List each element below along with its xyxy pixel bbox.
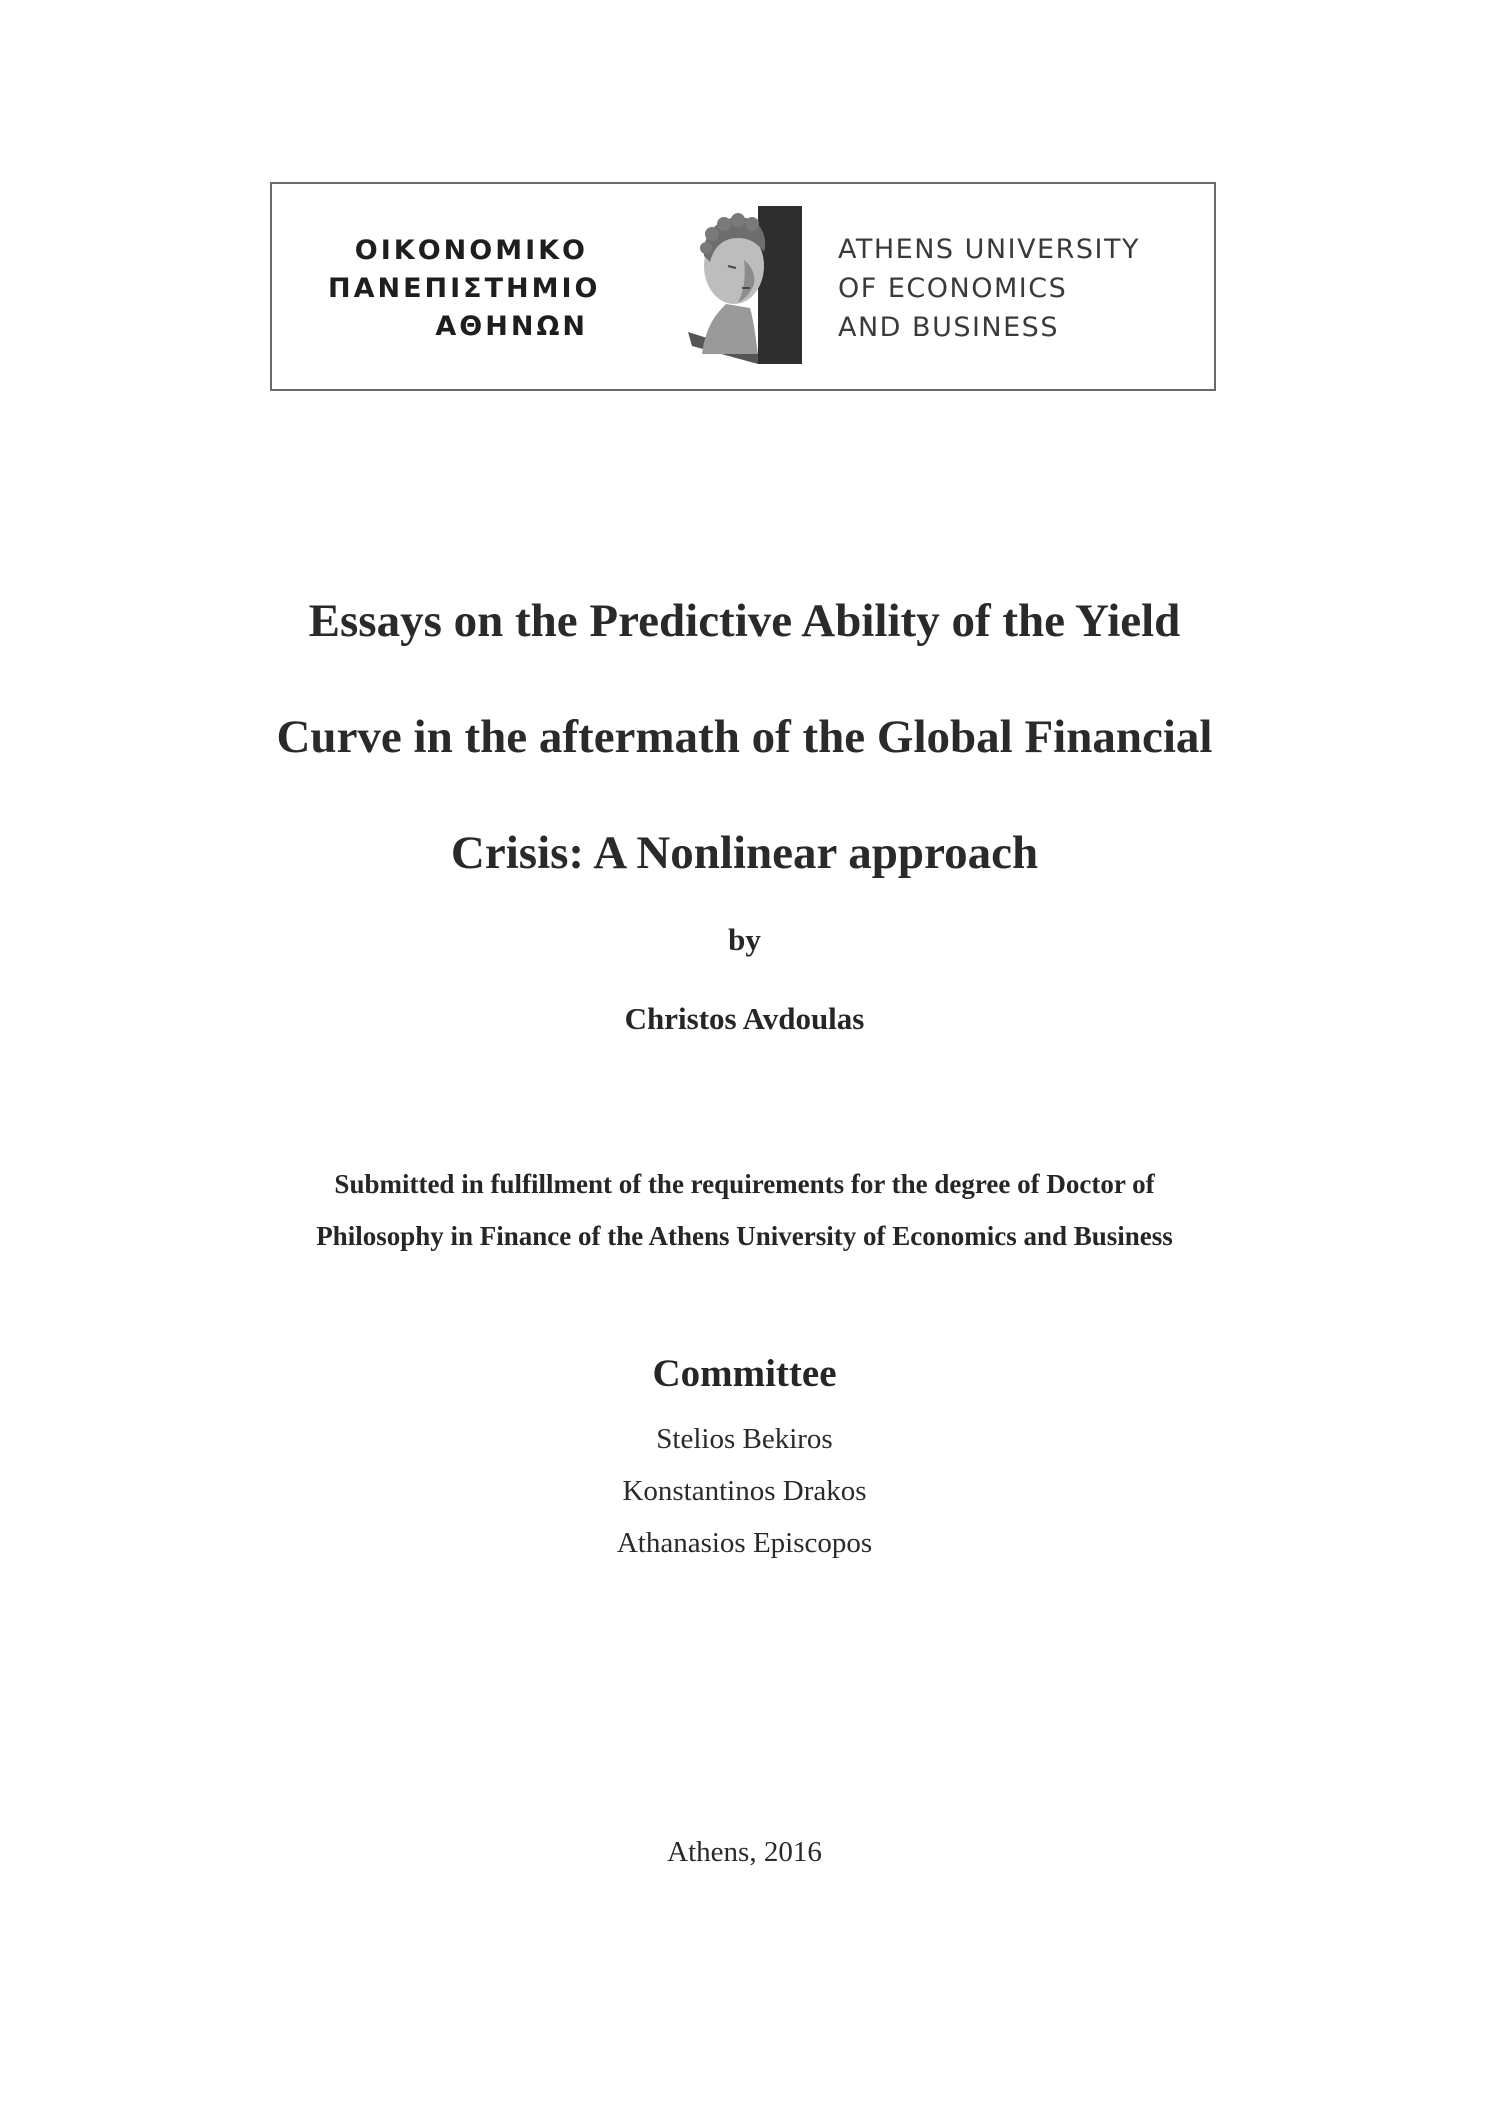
university-logo: [270, 182, 1216, 391]
committee-members: [0, 1413, 1489, 1569]
logo-greek-name: [328, 232, 601, 346]
submission-line: Philosophy in Finance of the Athens University of Economics and Business: [316, 1221, 1173, 1251]
committee-member: Stelios Bekiros: [656, 1423, 833, 1455]
submission-statement: [0, 1158, 1489, 1262]
logo-greek-line: ΑΘΗΝΩΝ: [435, 311, 588, 342]
logo-english-line: OF ECONOMICS: [838, 273, 1068, 304]
thesis-title-line: Curve in the aftermath of the Global Financial: [276, 711, 1213, 763]
committee-member: Konstantinos Drakos: [622, 1475, 867, 1507]
logo-english-line: ATHENS UNIVERSITY: [838, 234, 1140, 265]
committee-heading: Committee: [652, 1352, 837, 1395]
committee-member: Athanasios Episcopos: [616, 1527, 873, 1559]
submission-line: Submitted in fulfillment of the requirements for the degree of Doctor of: [334, 1169, 1155, 1199]
logo-english-name: [838, 230, 1198, 347]
thesis-title-line: Crisis: A Nonlinear approach: [450, 827, 1039, 879]
thesis-title: [150, 563, 1339, 911]
by-label: by: [728, 922, 761, 957]
logo-greek-line: ΟΙΚΟΝΟΜΙΚΟ: [354, 235, 588, 266]
place-and-date: Athens, 2016: [667, 1836, 822, 1868]
author-name: Christos Avdoulas: [624, 1001, 865, 1036]
thesis-title-line: Essays on the Predictive Ability of the Yield: [308, 595, 1181, 647]
logo-english-line: AND BUSINESS: [838, 312, 1059, 343]
hermes-bust-icon: [684, 204, 804, 366]
logo-greek-line: ΠΑΝΕΠΙΣΤΗΜΙΟ: [328, 273, 601, 304]
